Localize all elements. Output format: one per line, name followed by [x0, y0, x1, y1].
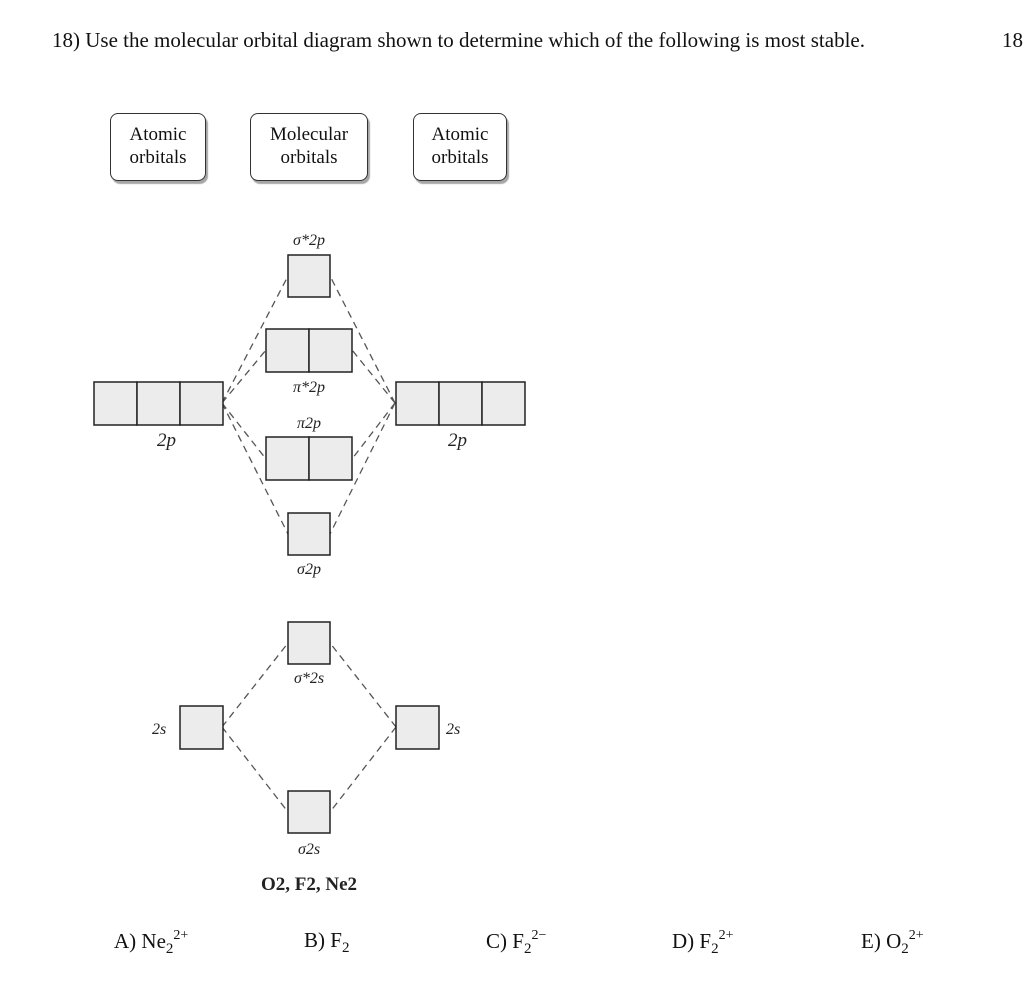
label-right-2s: 2s [446, 721, 461, 738]
orbital-box-pi-star-2p-2 [309, 329, 352, 372]
answer-c-letter: C) [486, 929, 507, 953]
question-number-right: 18 [1002, 28, 1023, 52]
answer-a-formula: $Ne_2^{2+}$ [141, 928, 189, 957]
answer-d[interactable] [672, 928, 734, 958]
header-right-line1: Atomic [431, 124, 489, 145]
answer-c-formula: $F_2^{2-}$ [512, 928, 547, 957]
orbital-boxes [94, 255, 525, 833]
label-sigma-2s: σ2s [297, 841, 321, 858]
orbital-box-left-2p-3 [180, 382, 223, 425]
header-center-line2: orbitals [280, 147, 338, 168]
answer-a-letter: A) [114, 929, 137, 953]
label-sigma-star-2s: σ*2s [293, 670, 325, 687]
answer-e-letter: E) [861, 929, 881, 953]
orbital-box-left-2p-1 [94, 382, 137, 425]
header-left-line1: Atomic [129, 124, 187, 145]
label-left-2s: 2s [152, 721, 167, 738]
answer-e-formula: $O_2^{2+}$ [886, 928, 924, 957]
answer-b[interactable] [304, 928, 349, 957]
answer-e[interactable] [861, 928, 924, 958]
answer-c[interactable] [486, 928, 546, 958]
answer-b-letter: B) [304, 928, 325, 952]
label-sigma-star-2p: σ*2p [293, 232, 325, 249]
orbital-box-sigma-2p [288, 513, 330, 555]
orbital-box-right-2s [396, 706, 439, 749]
orbital-box-sigma-star-2p [288, 255, 330, 297]
header-right-line2: orbitals [431, 147, 489, 168]
label-pi-2p: π2p [296, 415, 322, 432]
label-sigma-2p: σ2p [297, 561, 321, 578]
answer-d-formula: $F_2^{2+}$ [699, 928, 734, 957]
label-left-2p: 2p [157, 430, 176, 451]
question-text: 18) Use the molecular orbital diagram shown to determine which of the following is most stable. [52, 28, 865, 52]
answer-a[interactable] [114, 928, 188, 958]
orbital-box-sigma-2s [288, 791, 330, 833]
orbital-box-pi-2p-2 [309, 437, 352, 480]
label-pi-star-2p: π*2p [292, 379, 326, 396]
answer-b-formula: $F_2$ [330, 928, 350, 956]
answer-d-letter: D) [672, 929, 695, 953]
orbital-box-right-2p-2 [439, 382, 482, 425]
orbital-box-left-2s [180, 706, 223, 749]
diagram-caption: O2, F2, Ne2 [260, 874, 358, 895]
orbital-box-left-2p-2 [137, 382, 180, 425]
header-left-line2: orbitals [129, 147, 187, 168]
orbital-box-pi-star-2p-1 [266, 329, 309, 372]
orbital-box-pi-2p-1 [266, 437, 309, 480]
header-center-line1: Molecular [269, 124, 349, 145]
label-right-2p: 2p [448, 430, 467, 451]
orbital-box-right-2p-3 [482, 382, 525, 425]
orbital-box-right-2p-1 [396, 382, 439, 425]
orbital-box-sigma-star-2s [288, 622, 330, 664]
